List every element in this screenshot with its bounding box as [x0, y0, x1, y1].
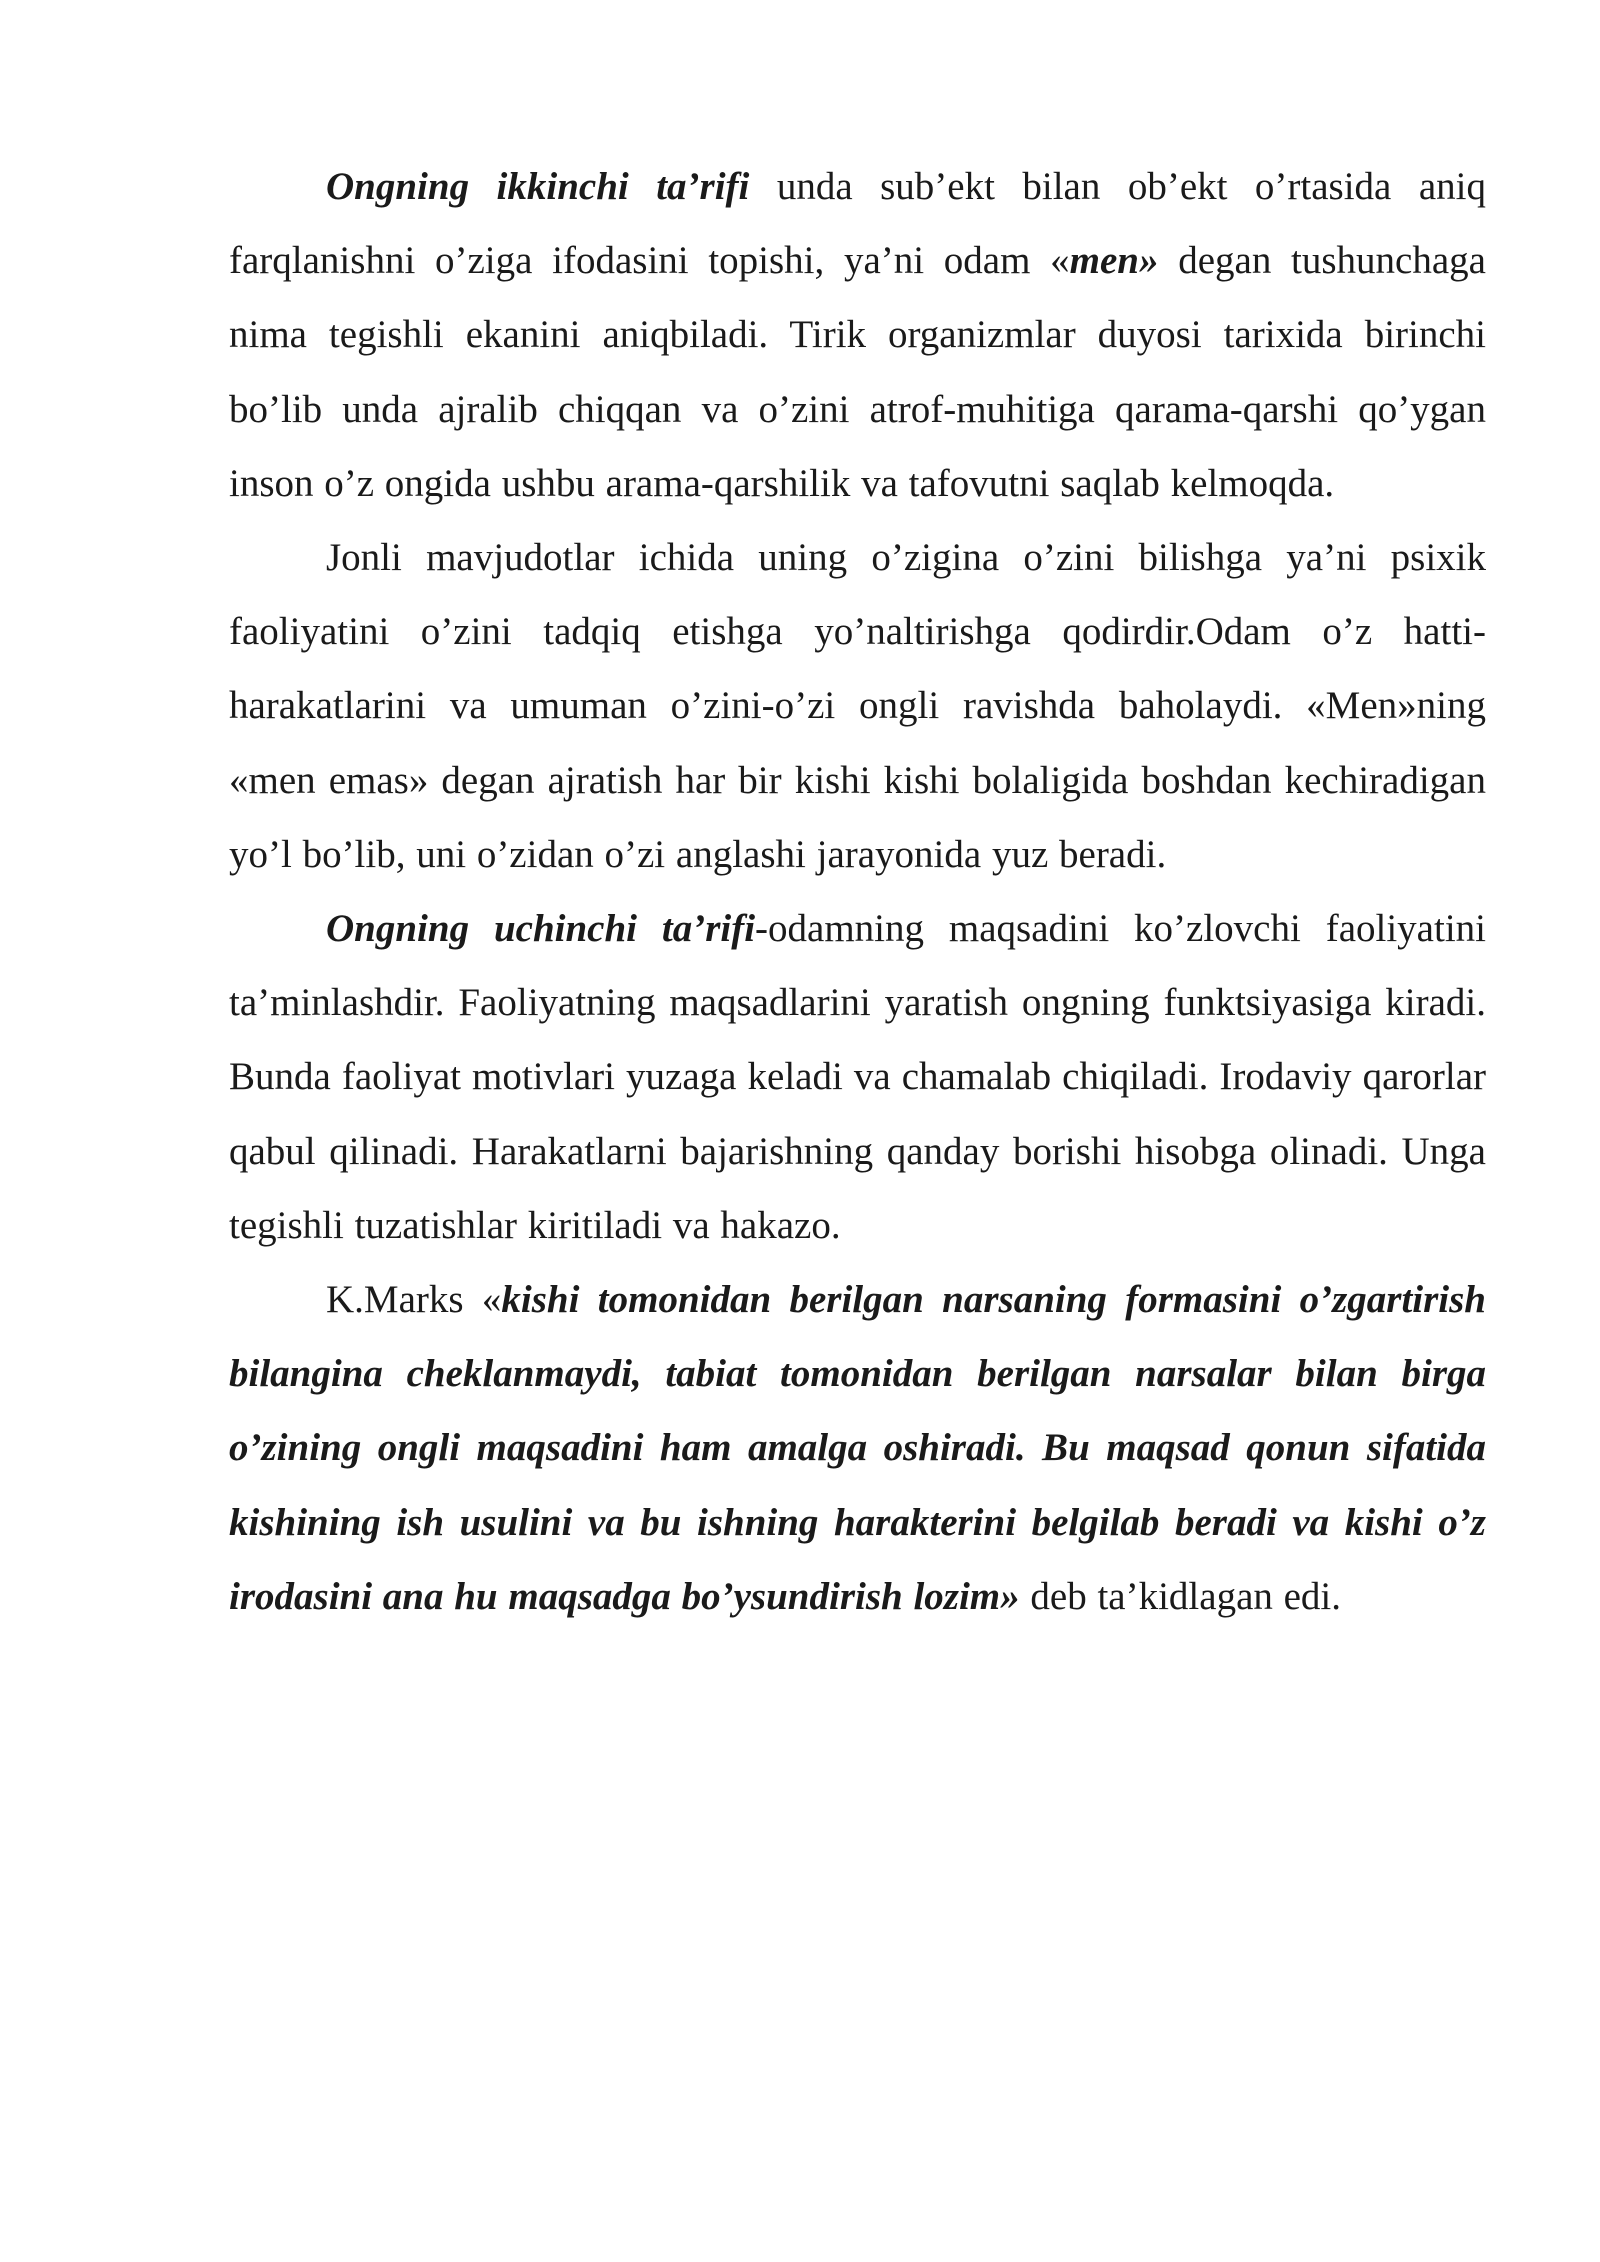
paragraph-second-definition [229, 150, 1486, 521]
document-page [229, 150, 1486, 1634]
emphasis-text: Ongning uchinchi ta’rifi [326, 907, 756, 951]
emphasis-text: Ongning ikkinchi ta’rifi [326, 165, 750, 208]
emphasis-text: men» [1069, 239, 1159, 283]
body-text: Jonli mavjudotlar ichida uning o’zigina o’zini bilishga ya’ni psixik faoliyatini o’zini tadqiq etishga yo’naltirishga qodirdir.Odam o’z hatti-harakatlarini va umuman o’zini-o’zi ongli ravishda baholaydi. «Men»ning «men emas» degan ajratish har bir kishi kishi bolaligida boshdan kechiradigan yo’l bo’lib, uni o’zidan o’zi anglashi jarayonida yuz beradi. [229, 536, 1486, 876]
paragraph-self-knowledge [229, 521, 1486, 892]
body-text: -odamning maqsadini ko’zlovchi faoliyatini ta’minlashdir. Faoliyatning maqsadlarini yaratish ongning funktsiyasiga kiradi. Bunda faoliyat motivlari yuzaga keladi va chamalab chiqiladi. Irodaviy qarorlar qabul qilinadi. Harakatlarni bajarishning qanday borishi hisobga olinadi. Unga tegishli tuzatishlar kiritiladi va hakazo. [229, 907, 1486, 1247]
body-text: degan tushunchaga nima tegishli ekanini aniqbiladi. Tirik organizmlar duyosi tarixida birinchi bo’lib unda ajralib chiqqan va o’zini atrof-muhitiga qarama-qarshi qo’ygan inson o’z ongida ushbu arama-qarshilik va tafovutni saqlab kelmoqda. [229, 239, 1486, 505]
paragraph-third-definition [229, 892, 1486, 1263]
paragraph-marx-quote [229, 1263, 1486, 1634]
body-text: unda sub’ekt bilan ob’ekt o’rtasida aniq farqlanishni o’ziga ifodasini topishi, ya’ni odam « [229, 165, 1486, 283]
body-text: K.Marks « [326, 1278, 502, 1322]
body-text: deb ta’kidlagan edi. [1019, 1574, 1342, 1618]
quote-text: kishi tomonidan berilgan narsaning formasini o’zgartirish bilangina cheklanmaydi, tabiat tomonidan berilgan narsalar bilan birga o’zining ongli maqsadini ham amalga oshiradi. Bu maqsad qonun sifatida kishining ish usulini va bu ishning harakterini belgilab beradi va kishi o’z irodasini ana hu maqsadga bo’ysundirish lozim» [229, 1278, 1486, 1618]
